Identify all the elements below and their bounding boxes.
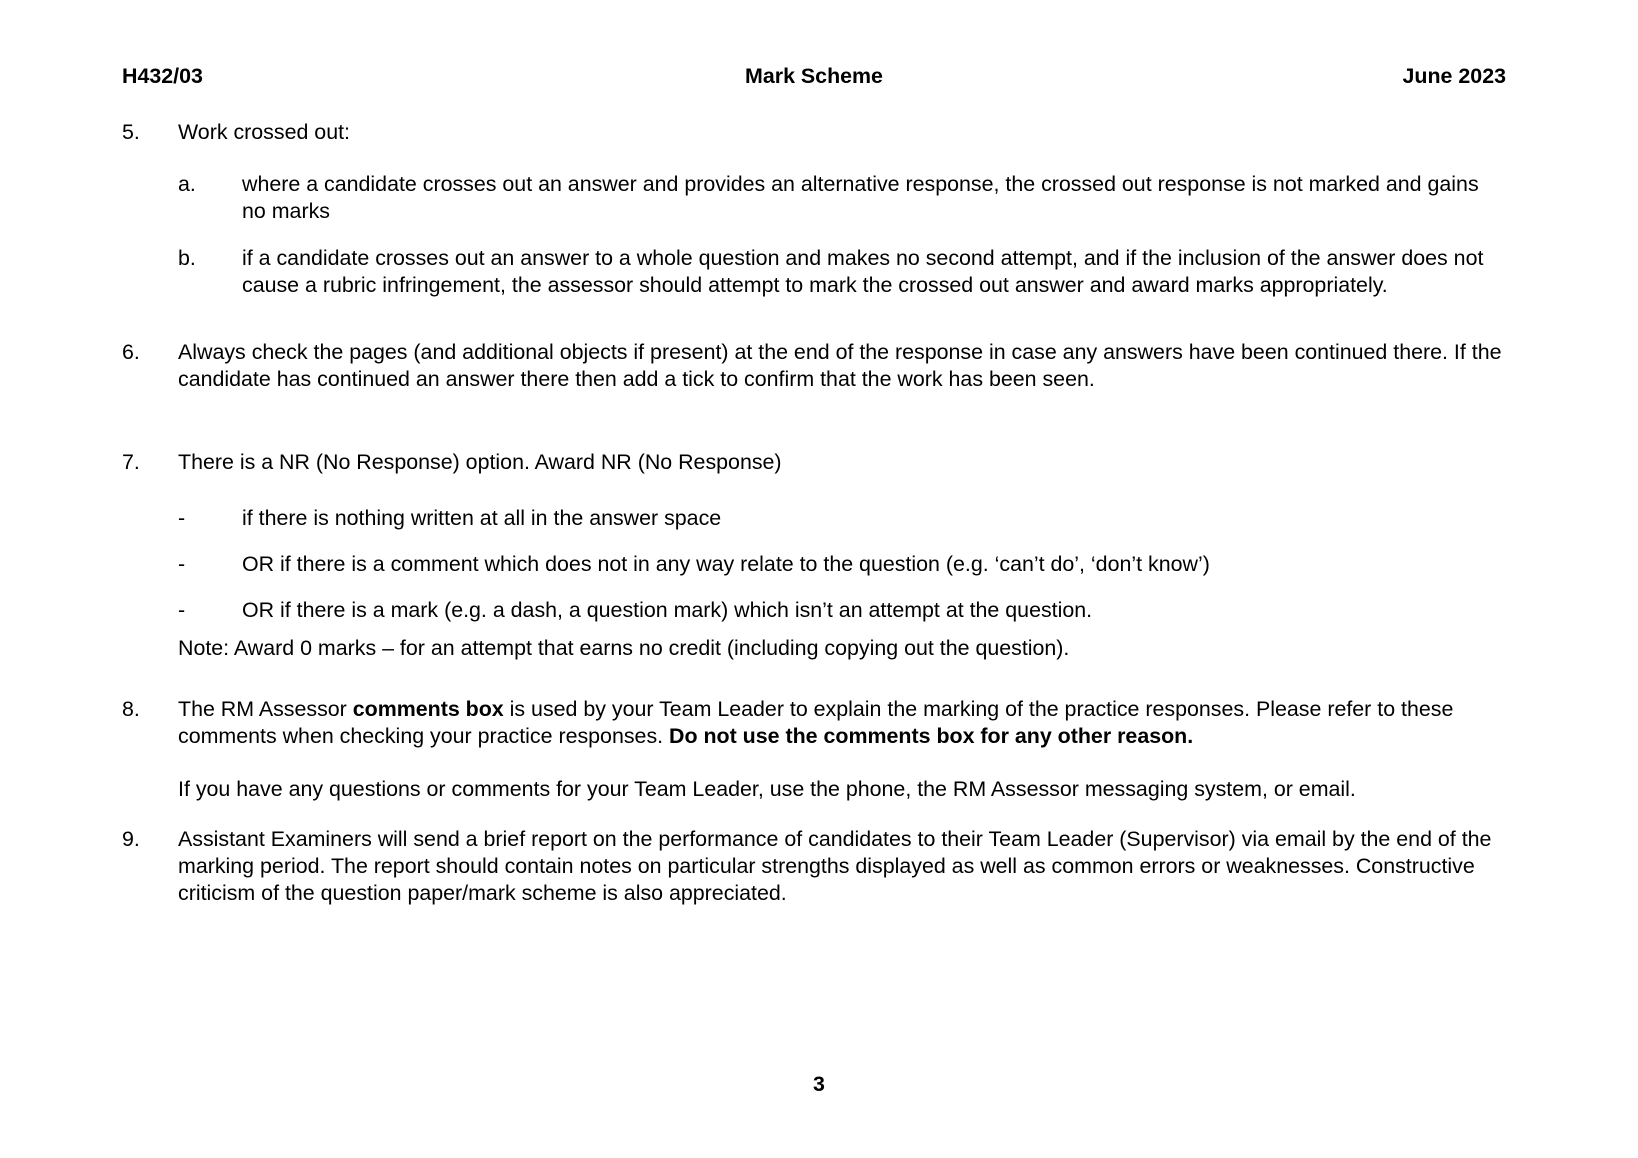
item-text: The RM Assessor comments box is used by your Team Leader to explain the marking of the practice responses. Please refer to these comments when checking your practice responses. Do not use the comments box for any other reason. [178, 697, 1454, 748]
exam-date: June 2023 [1402, 64, 1506, 88]
list-item-8 [122, 696, 1506, 750]
item-number: 7. [122, 450, 140, 474]
item-number: 8. [122, 697, 140, 721]
list-item-6 [122, 339, 1506, 393]
dash-marker: - [178, 552, 186, 576]
item-text: Assistant Examiners will send a brief report on the performance of candidates to their Team Leader (Supervisor) via email by the end of the marking period. The report should contain notes on particular strengths displayed as well as common errors or weaknesses. Constructive criticism of the question paper/mark scheme is also appreciated. [178, 827, 1492, 905]
sub-item-a [178, 171, 1506, 225]
list-item-5 [122, 119, 1506, 146]
page-number: 3 [813, 1072, 825, 1096]
item-text: There is a NR (No Response) option. Award NR (No Response) [178, 450, 782, 474]
list-item-7 [122, 449, 1506, 476]
dash-bullet-3 [178, 597, 1506, 624]
item-text: Always check the pages (and additional objects if present) at the end of the response in case any answers have been continued there. If the candidate has continued an answer there then add a tick to confirm that the work has been seen. [178, 340, 1502, 391]
dash-bullet-1 [178, 505, 1506, 532]
list-item-9 [122, 826, 1506, 907]
dash-marker: - [178, 506, 186, 530]
note-line [178, 635, 1506, 662]
paragraph-text: If you have any questions or comments for your Team Leader, use the phone, the RM Assessor messaging system, or email. [178, 777, 1356, 801]
note-text: Note: Award 0 marks – for an attempt that earns no credit (including copying out the question). [178, 636, 1070, 660]
sub-item-marker: b. [178, 246, 196, 270]
item-number: 9. [122, 827, 140, 851]
sub-item-text: if a candidate crosses out an answer to a whole question and makes no second attempt, and if the inclusion of the answer does not cause a rubric infringement, the assessor should attempt to mark the crossed out answer and award marks appropriately. [242, 246, 1484, 297]
dash-marker: - [178, 598, 186, 622]
doc-code: H432/03 [122, 64, 203, 88]
sub-item-b [178, 245, 1506, 299]
bullet-text: OR if there is a comment which does not in any way relate to the question (e.g. ‘can’t do’, ‘don’t know’) [242, 552, 1210, 576]
bullet-text: if there is nothing written at all in the answer space [242, 506, 722, 530]
item-8-paragraph-2 [178, 776, 1506, 803]
dash-bullet-2 [178, 551, 1506, 578]
item-number: 6. [122, 340, 140, 364]
sub-item-text: where a candidate crosses out an answer and provides an alternative response, the crossed out response is not marked and gains no marks [242, 172, 1479, 223]
item-number: 5. [122, 120, 140, 144]
page-title: Mark Scheme [745, 64, 883, 88]
sub-item-marker: a. [178, 172, 196, 196]
bullet-text: OR if there is a mark (e.g. a dash, a question mark) which isn’t an attempt at the question. [242, 598, 1093, 622]
item-text: Work crossed out: [178, 120, 350, 144]
